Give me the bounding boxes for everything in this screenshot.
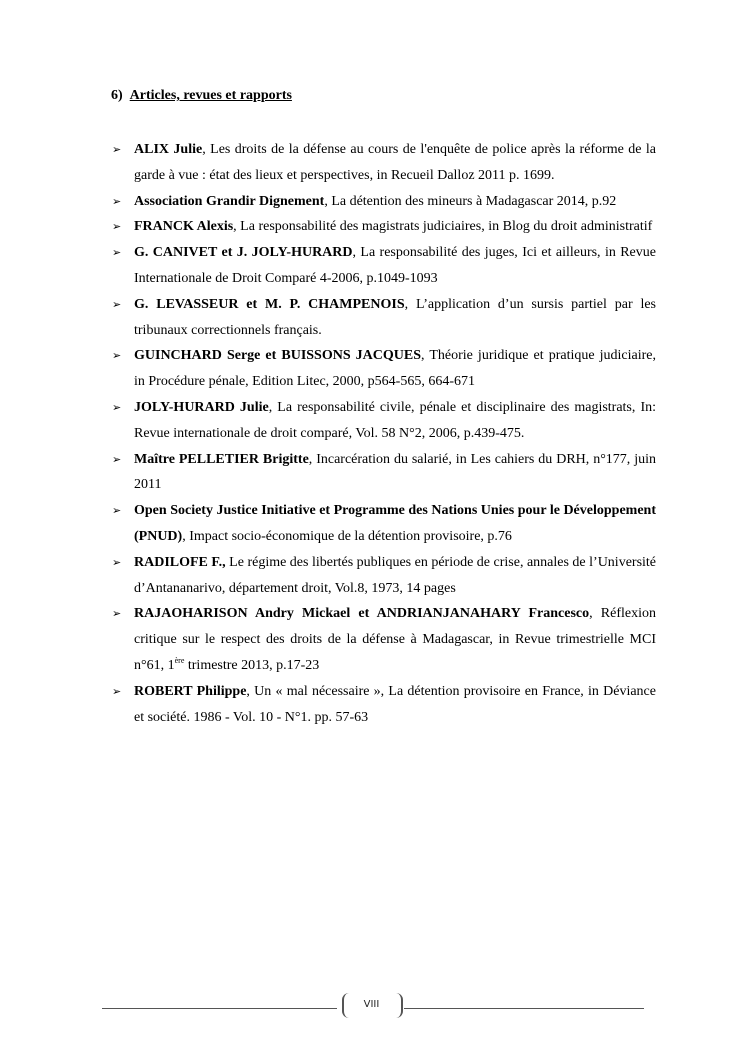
page-footer [0,990,744,1026]
entry-author: RADILOFE F., [134,554,226,570]
arrow-bullet-icon: ➢ [112,504,122,518]
list-item [111,601,656,678]
footer-rule-left [102,1008,337,1009]
entry-author: FRANCK Alexis [134,219,234,235]
entry-text: Le régime des libertés publiques en période de crise, annales de l’Université d’Antananarivo, département droit, Vol.8, 1973, 14 pages [134,554,657,596]
page-number: VIII [363,999,380,1010]
list-item [111,214,656,240]
entry-text: , Incarcération du salarié, in Les cahiers du DRH, n°177, juin 2011 [134,451,656,493]
arrow-bullet-icon: ➢ [112,220,122,234]
entry-superscript: ère [174,655,185,665]
entry-author: ROBERT Philippe [134,683,247,699]
entry-text: , Impact socio-économique de la détention provisoire, p.76 [182,528,512,544]
arrow-bullet-icon: ➢ [112,194,122,208]
entry-text: , La détention des mineurs à Madagascar 2014, p.92 [324,193,617,209]
arrow-bullet-icon: ➢ [112,400,122,414]
entry-author: Open Society Justice Initiative et Programme des Nations Unies pour le Développement (PNUD) [134,503,656,544]
entry-text: , Théorie juridique et pratique judiciaire, in Procédure pénale, Edition Litec, 2000, p564-565, 664-671 [134,348,656,390]
entry-author: JOLY-HURARD Julie [134,399,269,415]
arrow-bullet-icon: ➢ [112,143,122,156]
entry-text: , La responsabilité des juges, Ici et ailleurs, in Revue Internationale de Droit Comparé 4-2006, p.1049-1093 [134,245,656,286]
arrow-bullet-icon: ➢ [112,607,122,621]
entry-author: G. CANIVET et J. JOLY-HURARD [134,245,353,261]
arrow-bullet-icon: ➢ [112,246,122,260]
entry-author: ALIX Julie [134,142,203,157]
arrow-bullet-icon: ➢ [112,349,122,363]
section-title: Articles, revues et rapports [129,88,292,103]
arrow-bullet-icon: ➢ [112,297,122,311]
list-item [111,447,656,499]
list-item [111,395,656,447]
entry-text: , La responsabilité des magistrats judiciaires, in Blog du droit administratif [233,219,653,235]
list-item [111,550,656,602]
arrow-bullet-icon: ➢ [112,555,122,569]
entry-author: Maître PELLETIER Brigitte [134,451,309,467]
list-item [111,240,656,292]
list-item [111,292,656,344]
footer-rule-right [404,1008,644,1009]
entry-author: RAJAOHARISON Andry Mickael et ANDRIANJANAHARY Francesco [134,606,590,622]
entry-text: , Les droits de la défense au cours de l'enquête de police après la réforme de la garde à vue : état des lieux et perspectives, in Recueil Dalloz 2011 p. 1699. [134,142,656,183]
list-item [111,679,656,731]
entry-author: GUINCHARD Serge et BUISSONS JACQUES [134,348,422,364]
entry-author: Association Grandir Dignement [134,193,325,209]
list-item [111,498,656,550]
list-item [111,343,656,395]
right-brace-icon [393,993,403,1018]
entry-text: , Réflexion critique sur le respect des droits de la défense à Madagascar, in Revue trimestrielle MCI n°61, 1 [134,606,656,673]
entry-text-continued: trimestre 2013, p.17-23 [184,657,320,673]
section-heading [111,88,292,104]
list-item [111,189,656,215]
entry-text: , L’application d’un sursis partiel par les tribunaux correctionnels français. [134,296,657,338]
entry-text: , La responsabilité civile, pénale et disciplinaire des magistrats, In: Revue internationale de droit comparé, Vol. 58 N°2, 2006, p.439-475. [134,399,656,441]
entry-author: G. LEVASSEUR et M. P. CHAMPENOIS [134,296,405,312]
list-item [111,137,656,189]
arrow-bullet-icon: ➢ [112,452,122,466]
reference-list [111,137,656,730]
entry-text: , Un « mal nécessaire », La détention provisoire en France, in Déviance et société. 1986 - Vol. 10 - N°1. pp. 57-63 [134,683,656,725]
section-number: 6) [111,88,123,103]
arrow-bullet-icon: ➢ [112,684,122,698]
